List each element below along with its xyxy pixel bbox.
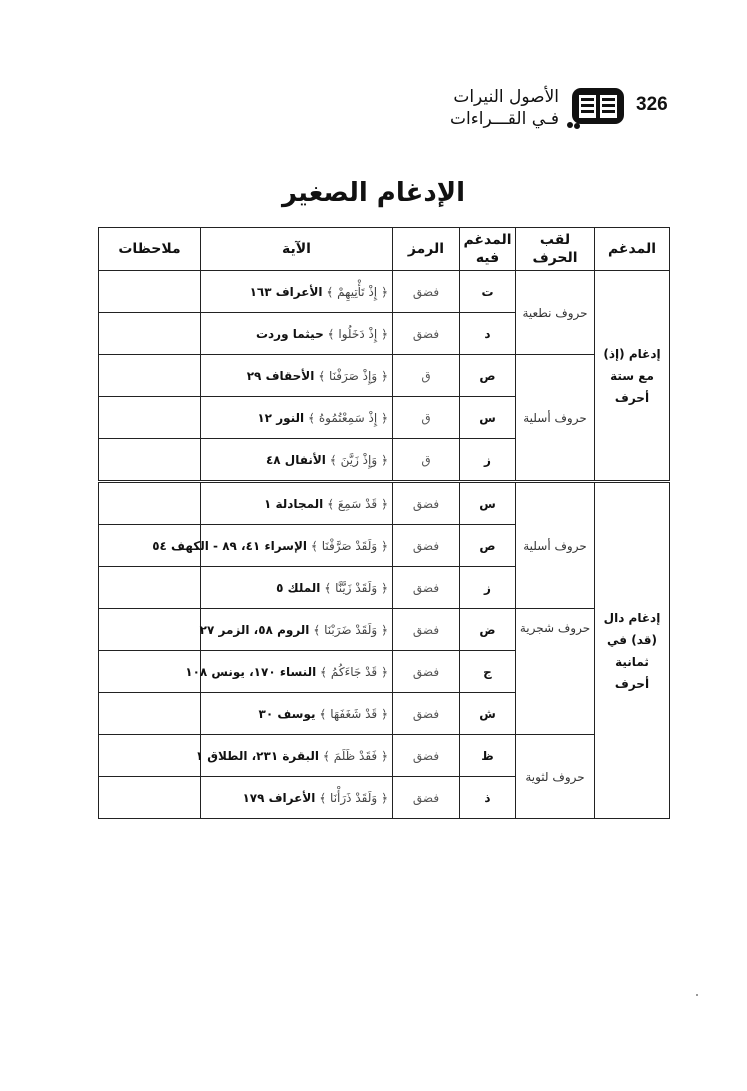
letter-cell: د: [460, 313, 516, 355]
page-title: الإدغام الصغير: [281, 178, 465, 208]
aya-reference: النور ١٢: [257, 410, 305, 425]
laqab-label: حروف أسلية: [516, 482, 595, 609]
book-title-line-2: فـي القـــراءات: [450, 109, 559, 129]
aya-cell: [201, 355, 393, 397]
notes-cell: [99, 439, 201, 482]
book-logo-icon: [566, 86, 628, 130]
letter-cell: ز: [460, 439, 516, 482]
header-mudgham: المدغم: [595, 228, 670, 271]
aya-cell: [201, 609, 393, 651]
aya-cell: [201, 397, 393, 439]
aya-verse: ﴿ وَلَقَدْ ضَرَبْنَا ﴾: [313, 622, 388, 637]
laqab-label: حروف شجرية: [516, 609, 595, 735]
notes-cell: [99, 355, 201, 397]
aya-reference: حيثما وردت: [255, 326, 324, 341]
aya-cell: [201, 271, 393, 313]
book-title-line-1: الأصول النيرات: [453, 87, 559, 107]
aya-verse: ﴿ إِذْ سَمِعْتُمُوهُ ﴾: [307, 410, 388, 425]
aya-reference: النساء ١٧٠، يونس ١٠٨: [185, 664, 317, 679]
ramz-cell: فضق: [393, 693, 460, 735]
ramz-cell: فضق: [393, 651, 460, 693]
aya-cell: [201, 777, 393, 819]
aya-verse: ﴿ وَلَقَدْ صَرَّفْنَا ﴾: [310, 538, 388, 553]
letter-cell: ذ: [460, 777, 516, 819]
notes-cell: [99, 693, 201, 735]
aya-verse: ﴿ إِذْ تَأْتِيهِمْ ﴾: [326, 284, 388, 299]
table-row: [99, 271, 670, 313]
ramz-cell: فضق: [393, 567, 460, 609]
header-ramz: الرمز: [393, 228, 460, 271]
header-mudgham-fih: المدغم فيه: [460, 228, 516, 271]
aya-reference: يوسف ٣٠: [258, 706, 316, 721]
header-laqab: لقب الحرف: [516, 228, 595, 271]
aya-reference: المجادلة ١: [263, 496, 324, 511]
notes-cell: [99, 313, 201, 355]
letter-cell: س: [460, 397, 516, 439]
aya-verse: ﴿ وَلَقَدْ زَيَّنَّا ﴾: [324, 580, 388, 595]
aya-verse: ﴿ وَإِذْ صَرَفْنَا ﴾: [318, 368, 388, 383]
letter-cell: ت: [460, 271, 516, 313]
laqab-label: حروف أسلية: [516, 355, 595, 482]
ramz-cell: فضق: [393, 735, 460, 777]
ramz-cell: ق: [393, 355, 460, 397]
aya-reference: البقرة ٢٣١، الطلاق ١: [195, 748, 320, 763]
aya-reference: الأحقاف ٢٩: [246, 368, 315, 383]
aya-reference: الأعراف ١٦٣: [249, 284, 323, 299]
notes-cell: [99, 271, 201, 313]
table-row: [99, 609, 670, 651]
mudgham-group-label: إدغام دال (قد) في ثمانية أحرف: [595, 482, 670, 819]
aya-verse: ﴿ قَدْ جَاءَكُمُ ﴾: [320, 664, 388, 679]
table-row: [99, 482, 670, 525]
letter-cell: ض: [460, 609, 516, 651]
ramz-cell: فضق: [393, 482, 460, 525]
mudgham-group-label: إدغام (إذ) مع ستة أحرف: [595, 271, 670, 482]
aya-reference: الملك ٥: [276, 580, 321, 595]
letter-cell: ظ: [460, 735, 516, 777]
notes-cell: [99, 735, 201, 777]
letter-cell: ج: [460, 651, 516, 693]
aya-cell: [201, 567, 393, 609]
notes-cell: [99, 397, 201, 439]
table-header-row: [99, 228, 670, 271]
letter-cell: س: [460, 482, 516, 525]
aya-verse: ﴿ قَدْ شَغَفَهَا ﴾: [319, 706, 388, 721]
aya-reference: الروم ٥٨، الزمر ٢٧: [199, 622, 310, 637]
table-row: [99, 735, 670, 777]
header-aya: الآية: [201, 228, 393, 271]
laqab-label: حروف لثوية: [516, 735, 595, 819]
aya-reference: الأعراف ١٧٩: [242, 790, 316, 805]
page-number: 326: [636, 94, 668, 115]
notes-cell: [99, 777, 201, 819]
aya-verse: ﴿ فَقَدْ ظَلَمَ ﴾: [322, 748, 388, 763]
aya-cell: [201, 439, 393, 482]
header-notes: ملاحظات: [99, 228, 201, 271]
aya-verse: ﴿ قَدْ سَمِعَ ﴾: [327, 496, 388, 511]
aya-cell: [201, 693, 393, 735]
book-title: [450, 86, 559, 130]
aya-reference: الأنفال ٤٨: [265, 452, 326, 467]
aya-cell: [201, 313, 393, 355]
aya-cell: [195, 735, 393, 777]
aya-reference: الإسراء ٤١، ٨٩ - الكهف ٥٤: [152, 538, 308, 553]
laqab-label: حروف نطعية: [516, 271, 595, 355]
ramz-cell: فضق: [393, 525, 460, 567]
aya-verse: ﴿ وَإِذْ زَيَّنَ ﴾: [329, 452, 388, 467]
ramz-cell: ق: [393, 397, 460, 439]
letter-cell: ش: [460, 693, 516, 735]
scan-speck: [696, 994, 698, 996]
notes-cell: [99, 567, 201, 609]
aya-verse: ﴿ وَلَقَدْ ذَرَأْنَا ﴾: [319, 790, 388, 805]
table-row: [99, 355, 670, 397]
ramz-cell: فضق: [393, 313, 460, 355]
letter-cell: ص: [460, 355, 516, 397]
aya-verse: ﴿ إِذْ دَخَلُوا ﴾: [327, 326, 388, 341]
aya-cell: [152, 525, 393, 567]
letter-cell: ز: [460, 567, 516, 609]
letter-cell: ص: [460, 525, 516, 567]
ramz-cell: فضق: [393, 271, 460, 313]
aya-cell: [185, 651, 393, 693]
ramz-cell: فضق: [393, 609, 460, 651]
notes-cell: [99, 609, 201, 651]
ramz-cell: ق: [393, 439, 460, 482]
idgham-table: [98, 227, 670, 819]
notes-cell: [99, 482, 201, 525]
ramz-cell: فضق: [393, 777, 460, 819]
aya-cell: [201, 482, 393, 525]
